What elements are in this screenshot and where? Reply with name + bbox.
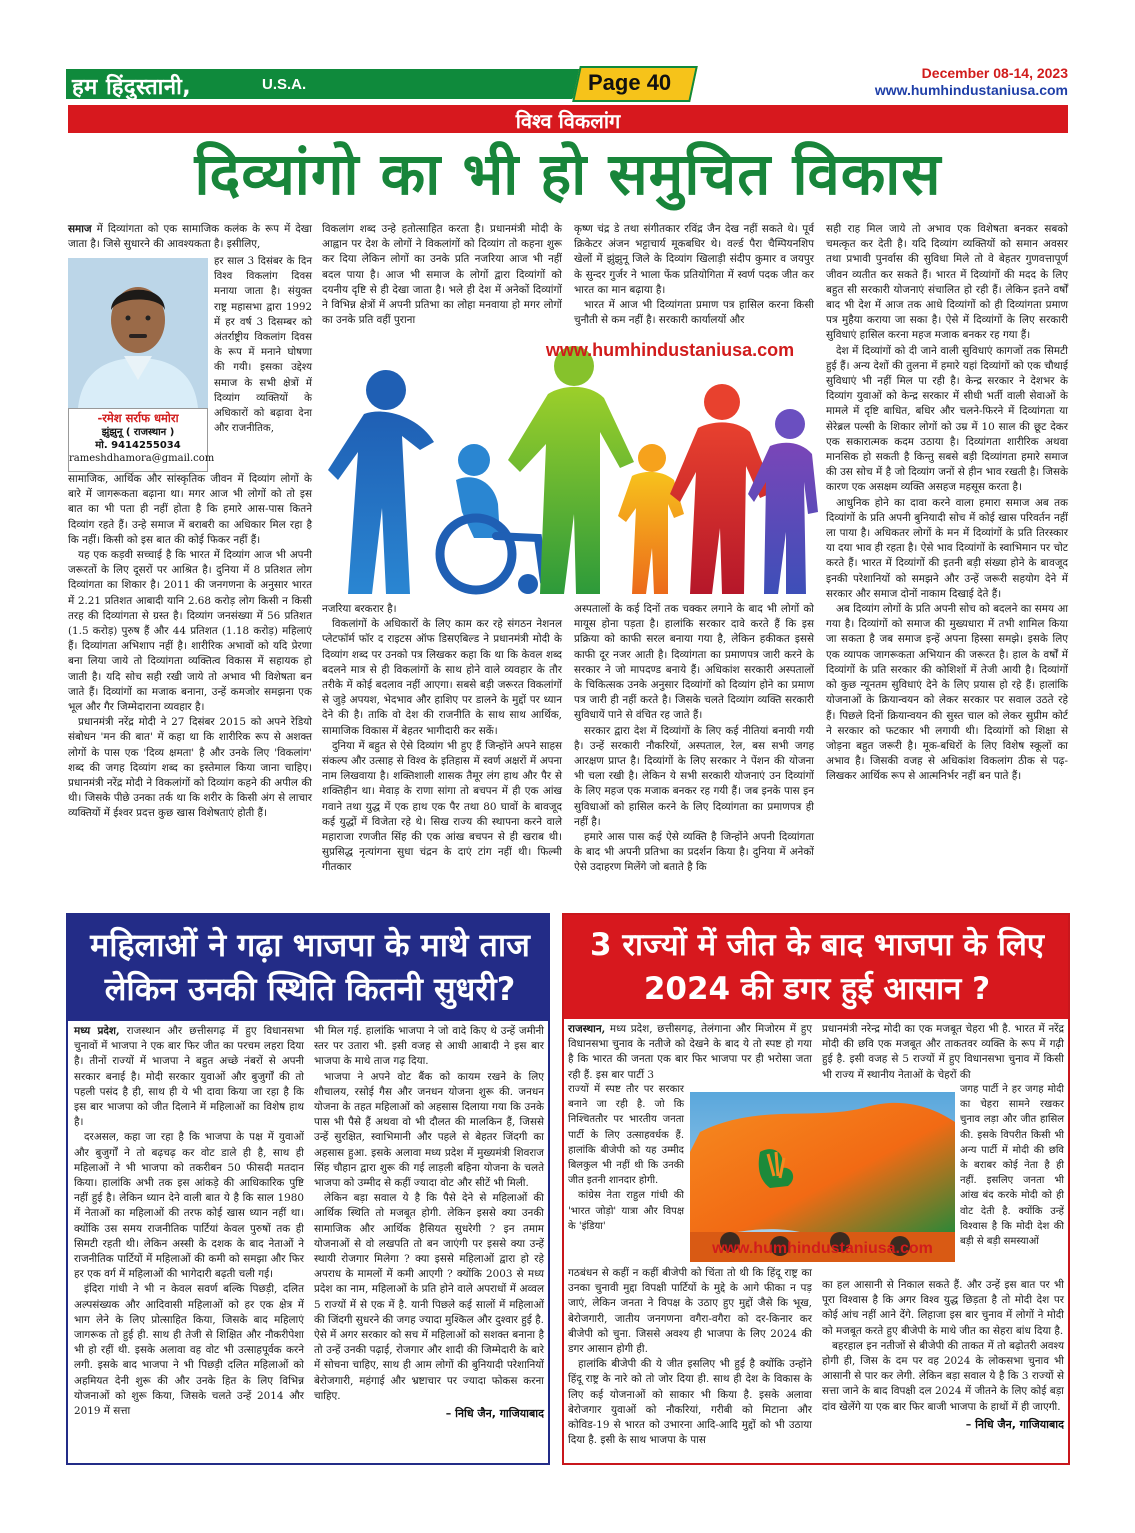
byline: – निधि जैन, गाजियाबाद (965, 1417, 1064, 1431)
paragraph: का हल आसानी से निकाल सकते हैं. और उन्हें इस बात पर भी पूरा विश्वास है कि अगर विश्व युद्ध छिड़ता है तो मोदी देश पर कोई आंच नहीं आने देंगे. लिहाजा इस बार चुनाव में लोगों ने मोदी को मजबूत करते हुए बीजेपी के माथे जीत का सेहरा बांध दिया है. (822, 1279, 1064, 1337)
lead-word: मध्य प्रदेश, (74, 1025, 120, 1037)
paragraph: दुनिया में बहुत से ऐसे दिव्यांग भी हुए हैं जिन्होंने अपने साहस संकल्प और उत्साह से विश्व के इतिहास में स्वर्ण अक्षरों में अपना नाम लिखवाया है। शक्तिशाली शासक तैमूर लंग हाथ और पैर से शक्तिहीन था। मेवाड़ के राणा सांगा तो बचपन में ही एक आंख गवाने तथा युद्ध में एक हाथ एक पैर तथा 80 घावों के बावजूद कई युद्धों में विजेता रहे थे। सिख राज्य की स्थापना करने वाले महाराजा रणजीत सिंह की एक आंख बचपन से ही खराब थी। सुप्रसिद्ध नृत्यांगना सुधा चंद्रन के दाएं टांग नहीं थी। फिल्मी गीतकार (322, 739, 562, 874)
main-col1 (68, 472, 312, 822)
paragraph: सरकार द्वारा देश में दिव्यांगों के लिए कई नीतियां बनायी गयी है। उन्हें सरकारी नौकरियों, अस्पताल, रेल, बस सभी जगह आरक्षण प्राप्त है। दिव्यांगों के लिए सरकार ने पेंशन की योजना भी चला रखी है। लेकिन ये सभी सरकारी योजनाएं उन दिव्यांगों के लिए महज एक मजाक बनकर रह गयी हैं। जब इनके पास इन सुविधाओं को हासिल करने के लिए दिव्यांगता का प्रमाणपत्र ही नहीं है। (574, 724, 814, 828)
paragraph: कृष्ण चंद्र डे तथा संगीतकार रविंद्र जैन देख नहीं सकते थे। पूर्व क्रिकेटर अंजन भट्टाचार्य मूकबधिर थे। वर्ल्ड पैरा चैम्पियनशिप खेलों में झुंझुनू जिले के दिव्यांग खिलाड़ी संदीप कुमार व जयपुर के सुन्दर गुर्जर ने भाला फेंक प्रतियोगिता में स्वर्ण पदक जीत कर भारत का मान बढ़ाया है। (574, 223, 814, 296)
author-phone: मो. 9414255034 (95, 440, 181, 451)
paragraph: अस्पतालों के कई दिनों तक चक्कर लगाने के बाद भी लोगों को मायूस होना पड़ता है। हालांकि सरकार दावे करते हैं कि इस प्रक्रिया को काफी सरल बनाया गया है, लेकिन हकीकत इससे काफी दूर नजर आती है। दिव्यांगता का प्रमाणपत्र जारी करने के सरकार ने जो मापदण्ड बनाये हैं। अधिकांश सरकारी अस्पतालों के चिकित्सक उनके अनुसार दिव्यांगों को दिव्यांग होने का प्रमाण पत्र जारी ही नहीं करते है। जिसके चलते दिव्यांग व्यक्ति सरकारी सुविधायें पाने से वंचित रह जाते हैं। (574, 603, 814, 722)
bjp-2024-col2 (822, 1278, 1064, 1432)
women-bjp-header (68, 915, 548, 1021)
author-city: झुंझुनू ( राजस्थान ) (101, 427, 175, 438)
bjp-2024-headline: 3 राज्यों में जीत के बाद भाजपा के लिए 2024 की डगर हुई आसान ? (589, 927, 1045, 1007)
issue-date: December 08-14, 2023 (921, 65, 1068, 81)
paragraph: में दिव्यांगता को एक सामाजिक कलंक के रूप में देखा जाता है। जिसे सुधारने की आवश्यकता है। इसीलिए, (68, 223, 312, 251)
brand-country: U.S.A. (262, 76, 307, 93)
paragraph: सही राह मिल जाये तो अभाव एक विशेषता बनकर सबको चमत्कृत कर देती है। यदि दिव्यांग व्यक्तियों को समान अवसर तथा प्रभावी पुनर्वास की सुविधा मिले तो वे बेहतर गुणवत्तापूर्ण जीवन व्यतीत कर सकते हैं। भारत में दिव्यांगों की मदद के लिए बहुत सी सरकारी योजनाएं संचालित हो रही हैं। लेकिन इतने वर्षों बाद भी देश में आज तक आधे दिव्यांगों को ही दिव्यांगता प्रमाण पत्र मुहैया कराया जा सका है। ऐसे में दिव्यांगों के लिए सरकारी सुविधाएं हासिल करना महज मजाक बनकर रह गया हैं। (826, 223, 1068, 342)
site-url[interactable]: www.humhindustaniusa.com (874, 82, 1068, 98)
byline: – निधि जैन, गाजियाबाद (445, 1407, 544, 1421)
illustration-url[interactable]: www.humhindustaniusa.com (545, 340, 795, 360)
women-bjp-col2 (314, 1024, 544, 1421)
brand-name: हम हिंदुस्तानी, (72, 75, 192, 100)
paragraph: मध्य प्रदेश, छत्तीसगढ़, तेलंगाना और मिजोरम में हुए विधानसभा चुनाव के नतीजे को देखने के बाद ये तो स्पष्ट हो गया है कि भारत की जनता एक बार फिर भाजपा पर ही भरोसा जता रही हैं. इस बार पार्टी 3 (568, 1023, 812, 1081)
main-col4 (826, 222, 1068, 785)
paragraph: सामाजिक, आर्थिक और सांस्कृतिक जीवन में दिव्यांग लोगों के बारे में जागरूकता बढ़ाना था। मगर आज भी लोगों को तो इस बात का भी पता ही नहीं होता है कि हमारे आस-पास कितने दिव्यांग रहते हैं। उन्हे समाज में बराबरी का अधिकार मिल रहा है कि नहीं। किसी को इस बात की कोई फिकर नहीं हैं। (68, 473, 312, 546)
author-email[interactable]: rameshdhamora@gmail.com (69, 453, 215, 464)
paragraph: हर साल 3 दिसंबर के दिन विश्व विकलांग दिवस मनाया जाता है। संयुक्त राष्ट्र महासभा द्वारा 1992 में हर वर्ष 3 दिसम्बर को अंतर्राष्ट्रीय विकलांग दिवस के रूप में मनाने घोषणा की गयी। इसका उद्देश्य समाज के सभी क्षेत्रों में दिव्यांग व्यक्तियों के अधिकारों को बढ़ावा देना और राजनीतिक, (214, 256, 312, 435)
paragraph: इंदिरा गांधी ने भी न केवल सवर्ण बल्कि पिछड़ी, दलित अल्पसंख्यक और आदिवासी महिलाओं को हर एक क्षेत्र में भाग लेने के लिए प्रोत्साहित किया, जिसके बाद महिलाएं जागरूक तो हुई ही. साथ ही तेजी से शिक्षित और नौकरीपेशा भी हो रहीं थी. इसके अलावा वह वोट भी उत्साहपूर्वक करने लगी. इसके बाद भाजपा ने भी पिछड़ी दलित महिलाओं को अहमियत देनी शुरू की और उनके हित के लिए विभिन्न योजनाओं को शुरू किया, जिसके चलते उन्हें 2014 और 2019 में सत्ता (74, 1283, 304, 1418)
paragraph: प्रधानमंत्री नरेन्द्र मोदी का एक मजबूत चेहरा भी है. भारत में नरेंद्र मोदी की छवि एक मजबूत और ताकतवर व्यक्ति के रूप में गढ़ी हुई है. इसी वजह से 5 राज्यों में हुए विधानसभा चुनाव में किसी भी राज्य में स्थानीय नेताओं के चेहरों की (822, 1023, 1064, 1081)
paragraph: लेकिन बड़ा सवाल ये है कि पैसे देने से महिलाओं की आर्थिक स्थिति तो मजबूत होगी. लेकिन इससे क्या उनकी सामाजिक और आर्थिक हैसियत सुधरेगी ? इन तमाम योजनाओं से वो लखपति तो बन जाएंगी पर इससे क्या उन्हें स्थायी रोजगार मिलेगा ? क्या इससे महिलाओं द्वारा हो रहे अपराध के मामलों में कमी आएगी ? क्योंकि 2003 से मध्य प्रदेश का नाम, महिलाओं के प्रति होने वाले अपराधों में अव्वल 5 राज्यों में से एक में है. यानी पिछले कई सालों में महिलाओं की जिंदगी सुधरने की जगह ज्यादा मुश्किल और दुश्वार हुई है. ऐसे में अगर सरकार को सच में महिलाओं को सशक्त बनाना है तो उन्हें उनकी पढ़ाई, रोजगार और शादी की जिम्मेदारी के बारे में सोचना चाहिए, साथ ही आम लोगों की बुनियादी परेशानियों बेरोजगारी, महंगाई और भ्रष्टाचार पर ज्यादा फोकस करना चाहिए. (314, 1192, 544, 1402)
paragraph: भारत में आज भी दिव्यांगता प्रमाण पत्र हासिल करना किसी चुनौती से कम नहीं है। सरकारी कार्यालयों और (574, 299, 814, 327)
author-name: -रमेश सर्राफ धमोरा (97, 411, 179, 425)
lead-word: समाज (68, 223, 92, 235)
paragraph: राजस्थान और छत्तीसगढ़ में हुए विधानसभा चुनावों में भाजपा ने एक बार फिर जीत का परचम लहरा दिया है। तीनों राज्यों में भाजपा ने बहुत अच्छे नंबरों से अपनी सरकार बनाई है। मोदी सरकार युवाओं और बुजुर्गों की तो पहली पसंद है ही, साथ ही ये भी दावा किया जा रहा है कि इस बार भाजपा को जीत दिलाने में महिलाओं का विशेष हाथ है। (74, 1025, 304, 1129)
paragraph: दरअसल, कहा जा रहा है कि भाजपा के पक्ष में युवाओं और बुजुर्गों ने तो बढ़चढ़ कर वोट डाले ही है, साथ ही महिलाओं ने भी भाजपा को तकरीबन 50 फीसदी मतदान किया। हालांकि अभी तक इस आंकड़े की आधिकारिक पुष्टि नहीं हुई है। लेकिन ध्यान देने वाली बात ये है कि साल 1980 में नेताओं का महिलाओं की तरफ कोई खास ध्यान नहीं था। क्योंकि उस समय राजनीतिक पार्टियां केवल पुरुषों तक ही सिमटी रहती थी। लेकिन अस्सी के दशक के बाद नेताओं ने राजनीतिक पार्टियों में महिलाओं की कमी को समझा और फिर हर एक वर्ग में महिलाओं की भागेदारी बढ़ती चली गई। (74, 1131, 304, 1281)
lead-word: राजस्थान, (568, 1023, 606, 1035)
main-col1-side (214, 254, 312, 436)
paragraph: जगह पार्टी ने हर जगह मोदी का चेहरा सामने रखकर चुनाव लड़ा और जीत हासिल की. इसके विपरीत किसी भी अन्य पार्टी में मोदी की छवि के बराबर कोई नेता है ही नहीं. इसलिए जनता भी आंख बंद करके मोदी को ही वोट देती है. क्योंकि उन्हें विश्वास है कि मोदी देश की बड़ी से बड़ी समस्याओं (960, 1084, 1064, 1248)
main-col3-top (574, 222, 814, 328)
women-bjp-col1 (74, 1024, 304, 1419)
paragraph: देश में दिव्यांगों को दी जाने वाली सुविधाएं कागजों तक सिमटी हुई हैं। अन्य देशों की तुलना में हमारे यहां दिव्यांगों को एक चौथाई सुविधाएं भी नहीं मिल पा रही है। केन्द्र सरकार ने देशभर के दिव्यांग युवाओं को केन्द्र सरकार में सीधी भर्ती वाली सेवाओं के मामले में दृष्टि बाधित, बधिर और चलने-फिरने में दिव्यांगता या सेरेब्रल पल्सी के शिकार लोगों को उम्र में 10 साल की छूट देकर एक सकारात्मक कदम उठाया है। दिव्यांगता शारीरिक अथवा मानसिक हो सकती है किन्तु सबसे बड़ी दिव्यांगता हमारे समाज की उस सोच में है जो दिव्यांग जनों से हीन भाव रखती है। जिसके कारण एक असक्षम व्यक्ति असहज महसूस करता है। (826, 344, 1068, 494)
author-photo (68, 258, 208, 408)
section-banner (68, 105, 1068, 133)
paragraph: गठबंधन से कहीं न कहीं बीजेपी को चिंता तो थी कि हिंदू राष्ट्र का उनका चुनावी मुद्दा विपक्षी पार्टियों के मुद्दे के आगे फीका न पड़ जाएं, लेकिन जनता ने विपक्ष के उठाए हुए मुद्दों जैसे कि भूख, बेरोजगारी, जातीय जनगणना वगैरा-वगैरा को दर-किनार कर बीजेपी को चुना. जिससे अवश्य ही भाजपा के लिए 2024 की डगर आसान होगी ही. (568, 1267, 812, 1356)
brand-bar (66, 69, 572, 99)
paragraph: अब दिव्यांग लोगों के प्रति अपनी सोच को बदलने का समय आ गया है। दिव्यांगों को समाज की मुख्यधारा में तभी शामिल किया जा सकता है जब समाज इन्हें अपना हिस्सा समझे। इसके लिए एक व्यापक जागरूकता अभियान की जरूरत है। हाल के वर्षों में दिव्यांगों के प्रति सरकार की कोशिशों में तेजी आयी है। दिव्यांगों को कुछ न्यूनतम सुविधाएं देने के लिए प्रयास हो रहे हैं। हालांकि योजनाओं के क्रियान्वयन को लेकर सरकार पर सवाल उठते रहे हैं। पिछले दिनों क्रियान्वयन की सुस्त चाल को लेकर सुप्रीम कोर्ट ने सरकार को फटकार भी लगायी थी। दिव्यांगों को शिक्षा से जोड़ना बहुत जरूरी है। मूक-बधिरों के लिए विशेष स्कूलों का अभाव है। जिसकी वजह से अधिकांश विकलांग ठीक से पढ़-लिखकर आर्थिक रूप से आत्मनिर्भर नहीं बन पाते हैं। (826, 603, 1068, 783)
main-col1-top (68, 222, 312, 252)
bjp-flag-icon (690, 1092, 955, 1262)
author-portrait-icon (68, 258, 208, 408)
paragraph: प्रधानमंत्री नरेंद्र मोदी ने 27 दिसंबर 2015 को अपने रेडियो संबोधन 'मन की बात' में कहा था कि शारीरिक रूप से अशक्त लोगों के पास एक 'दिव्य क्षमता' है और उनके लिए 'विकलांग' शब्द की जगह दिव्यांग शब्द का इस्तेमाल किया जाना चाहिए। प्रधानमंत्री नरेंद्र मोदी ने विकलांगों को दिव्यांग कहने की अपील की थी। जिसके पीछे उनका तर्क था कि शरीर के किसी अंग से लाचार व्यक्तियों में ईश्वर प्रदत्त कुछ खास विशेषताएं होती हैं। (68, 716, 312, 820)
paragraph: राज्यों में स्पष्ट तौर पर सरकार बनाने जा रही है. जो कि निश्चिततौर पर भारतीय जनता पार्टी के लिए उत्साहवर्धक हैं. हालांकि बीजेपी को यह उम्मीद बिलकुल भी नहीं थी कि उनकी जीत इतनी शानदार होगी. (568, 1084, 684, 1187)
paragraph: भाजपा ने अपने वोट बैंक को कायम रखने के लिए शौचालय, रसोई गैस और जनधन योजना शुरू की. जनधन योजना के तहत महिलाओं को अहसास दिलाया गया कि उनके पास भी पैसे हैं अथवा वो भी दौलत की मालकिन हैं, जिससे उन्हें सुरक्षित, स्वाभिमानी और पहले से बेहतर जिंदगी का अहसास हुआ. इसके अलावा मध्य प्रदेश में मुख्यमंत्री शिवराज सिंह चौहान द्वारा शुरू की गई लाड़ली बहिना योजना के चलते भाजपा को उम्मीद से कहीं ज्यादा वोट और सीटें भी मिली. (314, 1070, 544, 1190)
main-headline: दिव्यांगो का भी हो समुचित विकास (194, 140, 942, 208)
bjp-rally-photo (690, 1092, 955, 1262)
paragraph: नजरिया बरकरार है। (322, 603, 397, 615)
bjp-2024-header (564, 915, 1068, 1019)
bjp-2024-col1-side (568, 1082, 684, 1234)
disability-illustration (324, 332, 820, 598)
paragraph: विकलांग शब्द उन्हे हतोत्साहित करता है। प्रधानमंत्री मोदी के आह्वान पर देश के लोगों ने विकलांगों को दिव्यांग तो कहना शुरू कर दिया लेकिन लोगों का उनके प्रति नजरिया आज भी नहीं बदल पाया है। आज भी समाज के लोगों द्वारा दिव्यांगों को दयनीय दृष्टि से ही देखा जाता है। भले ही देश में अनेकों दिव्यांगों ने विभिन्न क्षेत्रों में अपनी प्रतिभा का लोहा मनवाया हो मगर लोगों का उनके प्रति वहीं पुराना (322, 223, 562, 327)
family-wheelchair-icon (324, 332, 820, 598)
paragraph: आधुनिक होने का दावा करने वाला हमारा समाज अब तक दिव्यांगों के प्रति अपनी बुनियादी सोच में कोई खास परिवर्तन नहीं ला पाया है। अधिकतर लोगों के मन में दिव्यांगों के प्रति तिरस्कार या दया भाव ही रहता है। ऐसे भाव दिव्यांगों के स्वाभिमान पर चोट करते हैं। भारत में दिव्यांगों की इतनी बड़ी संख्या होने के बावजूद इनकी परेशानियों को समझने और उन्हें जरूरी सहयोग देने में सरकार और समाज दोनों नाकाम दिखाई देते हैं। (826, 496, 1068, 600)
bjp-2024-col2-side (960, 1082, 1064, 1249)
page-number: Page 40 (588, 70, 672, 95)
bjp-2024-col2-top (822, 1022, 1064, 1083)
section-label: विश्व विकलांग (515, 109, 621, 133)
paragraph: विकलांगों के अधिकारों के लिए काम कर रहे संगठन नेशनल प्लेटफॉर्म फॉर द राइटस ऑफ डिसएबिल्ड ने प्रधानमंत्री मोदी के दिव्यांग शब्द पर उनको पत्र लिखकर कहा कि था कि केवल शब्द बदलने मात्र से ही विकलांगों के साथ होने वाले व्यवहार के तौर तरीके में कोई बदलाव नहीं आएगा। सबसे बड़ी जरूरत विकलांगों से जुड़े अपयश, भेदभाव और हाशिए पर डालने के मुद्दों पर ध्यान देने की है। ताकि वो देश की राजनीति के साथ साथ आर्थिक, सामाजिक विकास में बेहतर भागीदारी कर सकें। (322, 618, 562, 737)
paragraph: यह एक कड़वी सच्चाई है कि भारत में दिव्यांग आज भी अपनी जरूरतों के लिए दूसरों पर आश्रित है। दुनिया में 8 प्रतिशत लोग दिव्यांगता का शिकार है। 2011 की जनगणना के अनुसार भारत में 2.21 प्रतिशत आबादी यानि 2.68 करोड़ लोग किसी न किसी तरह की दिव्यांगता से ग्रस्त है। दिव्यांग जनसंख्या में 56 प्रतिशत (1.5 करोड़) पुरुष हैं और 44 प्रतिशत (1.18 करोड़) महिलाएं हैं। दिव्यांगता अभिशाप नहीं है। शारीरिक अभावों को यदि प्रेरणा बना लिया जाये तो दिव्यांगता व्यक्तित्व विकास में सहायक हो जाती है। यदि सोच सही रखी जाये तो अभाव भी विशेषता बन जाते हैं। दिव्यांगों का मजाक बनाना, उन्हें कमजोर समझना एक भूल और गैर जिम्मेदाराना व्यवहार है। (68, 549, 312, 714)
bjp-2024-col1-top (568, 1022, 812, 1083)
main-col3 (574, 602, 814, 876)
bjp-2024-col1 (568, 1266, 812, 1448)
women-bjp-headline: महिलाओं ने गढ़ा भाजपा के माथे ताज लेकिन उनकी स्थिति कितनी सुधरी? (90, 926, 530, 1008)
paragraph: कांग्रेस नेता राहुल गांधी की 'भारत जोड़ो' यात्रा और विपक्ष के 'इंडिया' (568, 1190, 684, 1232)
paragraph: हालांकि बीजेपी की ये जीत इसलिए भी हुई है क्योंकि उन्होंने हिंदू राष्ट्र के नारे को तो जोर दिया ही. साथ ही देश के विकास के लिए कई योजनाओं को साकार भी किया है. इसके अलावा बेरोजगार युवाओं को नौकरियां, गरीबी को मिटाना और कोविड-19 से भारत को उभारना आदि-आदि मुद्दों को भी उठाया दिया है. इसी के साथ भाजपा के पास (568, 1358, 812, 1447)
main-col2 (322, 602, 562, 876)
paragraph: बहरहाल इन नतीजों से बीजेपी की ताकत में तो बढ़ोतरी अवश्य होगी ही, जिस के दम पर वह 2024 के लोकसभा चुनाव भी आसानी से पार कर लेगी. लेकिन बड़ा सवाल ये है कि 3 राज्यों से सत्ता जाने के बाद विपक्षी दल 2024 में जीतने के लिए कोई बड़ा दांव खेलेंगे या एक बार फिर बाजी भाजपा के हाथों में ही जाएगी. (822, 1339, 1064, 1413)
paragraph: भी मिल गई. हालांकि भाजपा ने जो वादे किए थे उन्हें जमीनी स्तर पर उतारा भी. इसी वजह से आधी आबादी ने इस बार भाजपा के माथे ताज गढ़ दिया. (314, 1025, 544, 1068)
author-caption (68, 408, 215, 472)
photo-url[interactable]: www.humhindustaniusa.com (712, 1240, 933, 1257)
paragraph: हमारे आस पास कई ऐसे व्यक्ति है जिन्होंने अपनी दिव्यांगता के बाद भी अपनी प्रतिभा का प्रदर्शन किया है। दुनिया में अनेकों ऐसे उदाहरण मिलेंगे जो बताते है कि (574, 831, 814, 874)
masthead (66, 66, 1068, 102)
main-col2-top (322, 222, 562, 328)
